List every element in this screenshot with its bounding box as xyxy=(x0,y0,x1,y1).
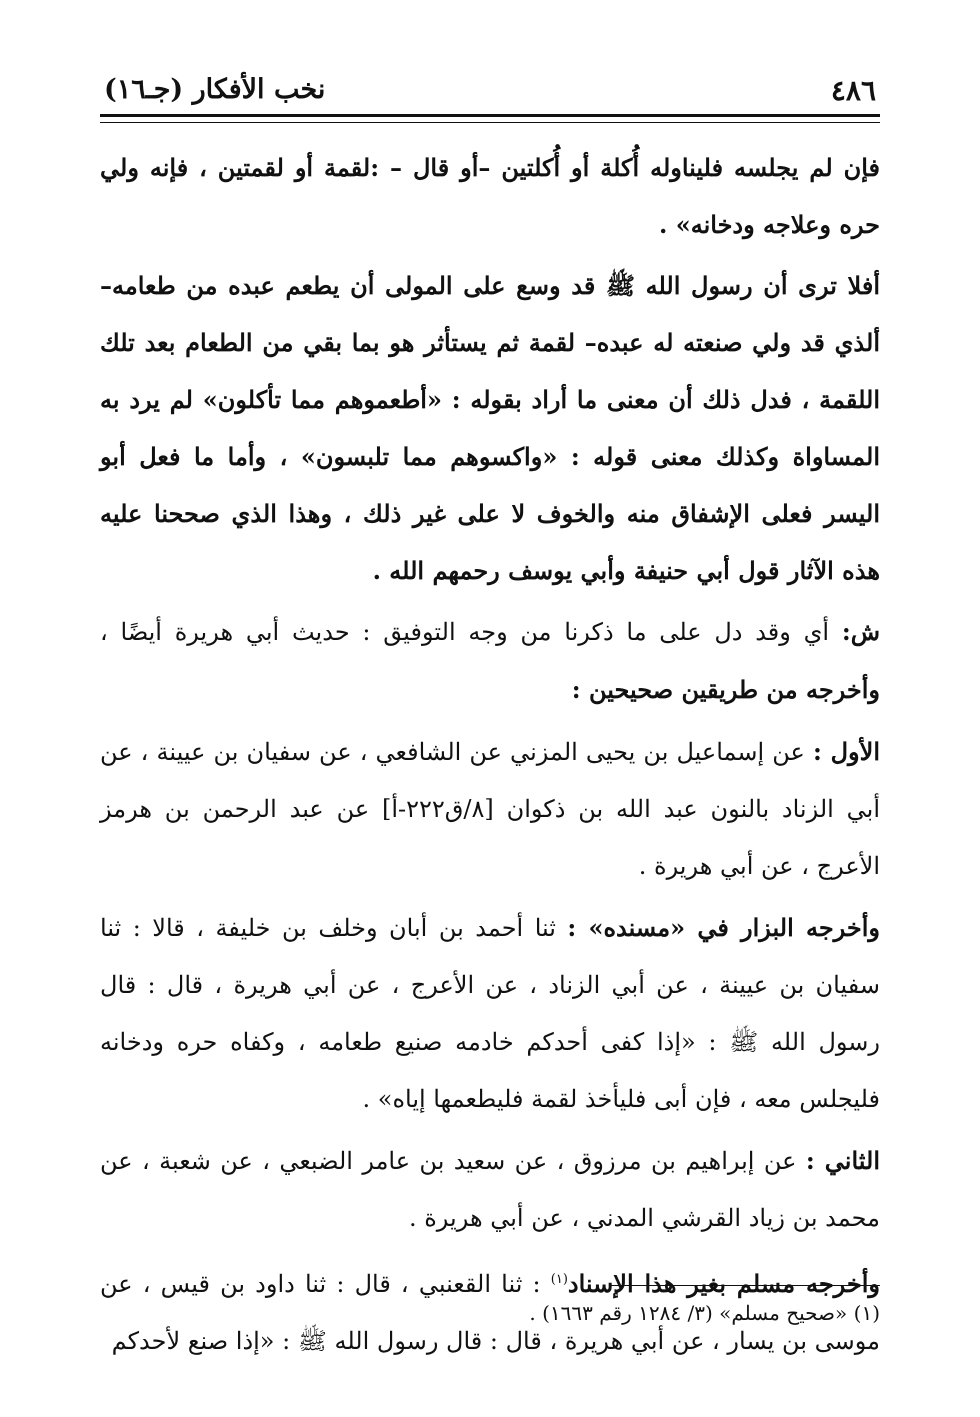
paragraph-4-text: عن إسماعيل بن يحيى المزني عن الشافعي ، عن سفيان بن عيينة ، عن أبي الزناد بالنون عبد الله بن ذكوان [٨/ق٢٢٢-أ] عن عبد الرحمن بن هرمز الأعرج ، عن أبي هريرة . xyxy=(100,738,881,880)
paragraph-6-text: عن إبراهيم بن مرزوق ، عن سعيد بن عامر الضبعي ، عن شعبة ، عن محمد بن زياد القرشي المدني ، عن أبي هريرة . xyxy=(100,1147,880,1232)
paragraph-7-text: : ثنا القعنبي ، قال : ثنا داود بن قيس ، عن موسى بن يسار ، عن أبي هريرة ، قال : قال رسول الله ﷺ : «إذا صنع لأحدكم xyxy=(100,1270,880,1355)
paragraph-5 xyxy=(100,899,880,1128)
paragraph-3 xyxy=(100,603,880,719)
running-title: نخب الأفكار (جـ١٦) xyxy=(104,74,326,105)
page-header xyxy=(100,70,880,117)
footnote-ref[interactable]: (١) xyxy=(550,1272,568,1287)
footnote: (١) «صحيح مسلم» (٣/ ١٢٨٤ رقم ١٦٦٣) . xyxy=(529,1301,880,1325)
paragraph-3-bold: وأخرجه من طريقين صحيحين : xyxy=(571,675,880,704)
paragraph-5-text: ثنا أحمد بن أبان وخلف بن خليفة ، قالا : ثنا سفيان بن عيينة ، عن أبي الزناد ، عن الأعرج ، عن أبي هريرة ، قال : قال رسول الله ﷺ : «إذا كفى أحدكم خادمه صنيع طعامه ، وكفاه حره ودخانه فليجلس معه ، فإن أبى فليأخذ لقمة فليطعمها إياه» . xyxy=(100,914,880,1113)
muslim-label: وأخرجه مسلم بغير هذا الإسناد xyxy=(567,1269,880,1298)
sharh-label: ش: xyxy=(841,617,880,646)
paragraph-1: فإن لم يجلسه فليناوله أُكلة أو أُكلتين –أو قال – :لقمة أو لقمتين ، فإنه ولي حره وعلاجه ودخانه» . xyxy=(100,153,880,239)
first-label: الأول : xyxy=(812,737,880,766)
paragraph-4 xyxy=(100,723,880,895)
paragraph-3-text: أي وقد دل على ما ذكرنا من وجه التوفيق : حديث أبي هريرة أيضًا ، xyxy=(100,618,830,646)
page-number: ٤٨٦ xyxy=(830,74,876,107)
bazzar-label: وأخرجه البزار في «مسنده» : xyxy=(567,913,881,942)
page xyxy=(100,70,880,1370)
main-text xyxy=(100,139,880,1370)
paragraph-2: أفلا ترى أن رسول الله ﷺ قد وسع على المولى أن يطعم عبده من طعامه– ألذي قد ولي صنعته له عبده– لقمة ثم يستأثر هو بما بقي من الطعام بعد تلك اللقمة ، فدل ذلك أن معنى ما أراد بقوله : «أطعموهم مما تأكلون» لم يرد به المساواة وكذلك معنى قوله : «واكسوهم مما تلبسون» ، وأما ما فعل أبو اليسر فعلى الإشفاق منه والخوف لا على غير ذلك ، وهذا الذي صححنا عليه هذه الآثار قول أبي حنيفة وأبي يوسف رحمهم الله . xyxy=(100,271,880,585)
footnote-divider xyxy=(610,1285,880,1286)
paragraph-6 xyxy=(100,1132,880,1247)
second-label: الثاني : xyxy=(805,1146,880,1175)
